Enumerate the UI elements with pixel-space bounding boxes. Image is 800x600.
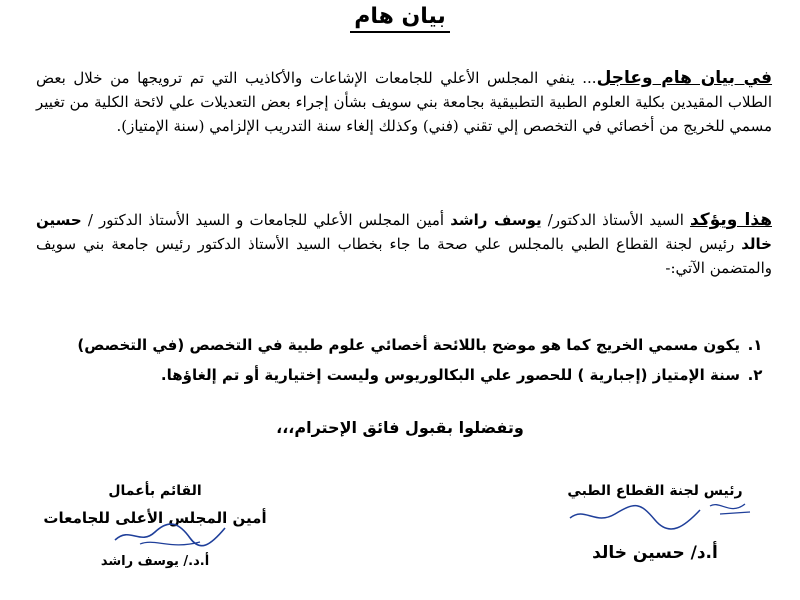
paragraph2-part1: السيد الأستاذ الدكتور/ bbox=[541, 211, 690, 229]
signature-left-name: أ.د./ يوسف راشد bbox=[100, 554, 210, 569]
paragraph2-part3: رئيس لجنة القطاع الطبي بالمجلس علي صحة ما جاء بخطاب السيد الأستاذ الدكتور رئيس جامعة بني سويف والمتضمن الآتي:- bbox=[36, 235, 772, 277]
signature-left-title: القائم بأعمال bbox=[108, 483, 202, 499]
paragraph1-text: ... ينفي المجلس الأعلي للجامعات الإشاعات والأكاذيب التي تم ترويجها من خلال بعض الطلاب المقيدين بكلية العلوم الطبية التطبيقية بجامعة بني سويف بشأن إجراء بعض التعديلات علي لائحة الكلية من تغيير مسمي للخريج من أخصائي في التخصص إلي تقني (فني) وكذلك إلغاء سنة التدريب الإلزامي (سنة الإمتياز). bbox=[36, 69, 772, 135]
signature-right-name: أ.د/ حسين خالد bbox=[592, 543, 718, 563]
list-item bbox=[40, 360, 770, 390]
paragraph2-lead: هذا ويؤكد bbox=[689, 210, 772, 230]
paragraph1-lead: في بيان هام وعاجل bbox=[596, 68, 773, 88]
list-item-number: ٢. bbox=[747, 366, 763, 384]
paragraph-denial bbox=[36, 66, 772, 138]
paragraph2-name2: حسين خالد bbox=[36, 211, 772, 253]
signature-left-position: أمين المجلس الأعلى للجامعات bbox=[43, 509, 267, 527]
signature-right-title: رئيس لجنة القطاع الطبي bbox=[567, 483, 743, 499]
title-text: بيان هام bbox=[350, 4, 450, 33]
list-item bbox=[40, 330, 770, 360]
handwritten-signature-left bbox=[110, 516, 230, 552]
list-item-text: يكون مسمي الخريج كما هو موضح باللائحة أخصائي علوم طبية في التخصص (في التخصص) bbox=[77, 336, 740, 354]
paragraph2-part2: أمين المجلس الأعلي للجامعات و السيد الأستاذ الدكتور / bbox=[81, 211, 451, 229]
signature-block-secretary bbox=[30, 478, 280, 574]
list-item-text: سنة الإمتياز (إجبارية ) للحصور علي البكالوريوس وليست إختيارية أو تم إلغاؤها. bbox=[160, 366, 740, 384]
paragraph2-name1: يوسف راشد bbox=[450, 211, 542, 229]
handwritten-signature-right bbox=[560, 496, 760, 536]
signature-block-committee-head bbox=[540, 478, 770, 566]
list-item-number: ١. bbox=[747, 336, 763, 354]
document-title bbox=[0, 4, 800, 29]
closing-line: وتفضلوا بقبول فائق الإحترام،،، bbox=[276, 418, 524, 437]
points-list bbox=[40, 330, 770, 390]
paragraph-confirmation bbox=[36, 208, 772, 280]
